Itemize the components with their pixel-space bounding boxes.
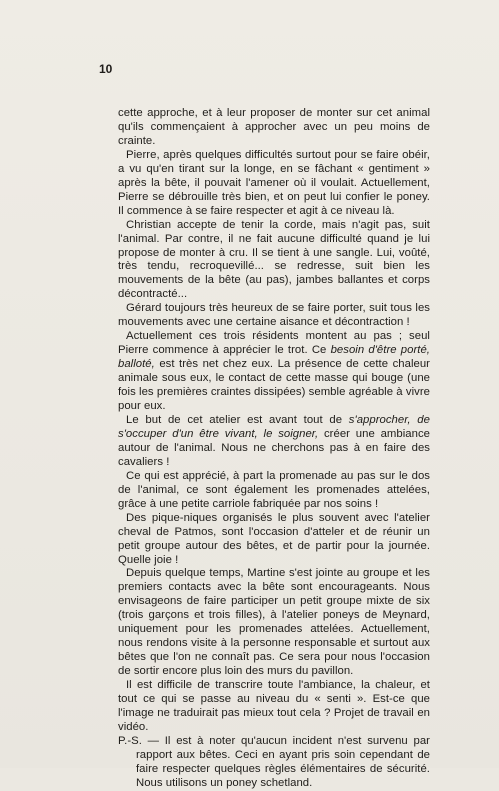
paragraph — [118, 679, 430, 735]
paragraph — [118, 149, 430, 219]
paragraph — [118, 512, 430, 568]
text-run: Christian accepte de tenir la corde, mais n'agit pas, suit l'animal. Par contre, il ne fait aucune difficulté quand je lui propose de monter à cru. Il se tient à une sangle. Lui, voûté, très tendu, recroquevillé... se redresse, suit bien les mouvements de la bête (au pas), jambes ballantes et corps décontracté... — [118, 218, 430, 301]
paragraph — [118, 735, 430, 791]
emphasis-text: besoin d'être porté, balloté, — [118, 344, 430, 371]
paragraph — [118, 302, 430, 330]
text-run: Il est difficile de transcrire toute l'ambiance, la chaleur, et tout ce qui se passe au niveau du « senti ». Est-ce que l'image ne traduirait pas mieux tout cela ? Projet de travail en vidéo. — [118, 679, 430, 733]
paragraph — [118, 330, 430, 414]
emphasis-text: s'approcher, de s'occuper d'un être vivant, le soigner, — [118, 413, 430, 440]
page-number: 10 — [99, 62, 113, 76]
paragraph — [118, 219, 430, 303]
text-run: Depuis quelque temps, Martine s'est jointe au groupe et les premiers contacts avec la bête sont encourageants. Nous envisageons de faire participer un petit groupe mixte de six (trois garçons et trois filles), à l'atelier poneys de Meynard, uniquement pour les promenades attelées. Actuellement, nous rendons visite à la personne responsable et surtout aux bêtes que l'on ne connaît pas. Ce sera pour nous l'occasion de sortir encore plus loin des murs du pavillon. — [118, 567, 430, 678]
paragraph — [118, 470, 430, 512]
paragraph — [118, 107, 430, 149]
text-run: Gérard toujours très heureux de se faire porter, suit tous les mouvements avec une certaine aisance et décontraction ! — [118, 302, 430, 329]
text-run: Ce qui est apprécié, à part la promenade au pas sur le dos de l'animal, ce sont également les promenades attelées, grâce à une petite carriole fabriquée par nos soins ! — [118, 469, 430, 510]
text-run: Pierre, après quelques difficultés surtout pour se faire obéir, a vu qu'en tirant sur la longe, en se fâchant « gentiment » après la bête, il pouvait l'amener où il voulait. Actuellement, Pierre se débrouille très bien, et on peut lui confier le poney. Il commence à se faire respecter et agit à ce niveau là. — [118, 148, 430, 217]
text-run: Actuellement ces trois résidents montent au pas ; seul Pierre commence à apprécier le trot. Ce — [118, 330, 430, 357]
paragraph — [118, 567, 430, 679]
text-run: cette approche, et à leur proposer de monter sur cet animal qu'ils commençaient à approcher avec un peu moins de crainte. — [118, 107, 430, 147]
postscript-label: P.-S. — — [118, 734, 165, 747]
text-run: Le but de cet atelier est avant tout de — [126, 413, 349, 426]
text-run: est très net chez eux. La présence de cette chaleur animale sous eux, le contact de cette masse qui bouge (une fois les premières craintes dissipées) semble agréable à vivre pour eux. — [118, 358, 430, 413]
text-run: Des pique-niques organisés le plus souvent avec l'atelier cheval de Patmos, sont l'occasion d'atteler et de réunir un petit groupe autour des bêtes, et de partir pour la journée. Quelle joie ! — [118, 511, 430, 566]
paragraph — [118, 414, 430, 470]
text-run: Il est à noter qu'aucun incident n'est survenu par rapport aux bêtes. Ceci en ayant pris soin cependant de faire respecter quelques règles élémentaires de sécurité. Nous utilisons un poney schetland. — [136, 734, 430, 789]
text-run: créer une ambiance autour de l'animal. Nous ne cherchons pas à en faire des cavaliers ! — [118, 427, 431, 468]
body-text — [118, 107, 430, 791]
